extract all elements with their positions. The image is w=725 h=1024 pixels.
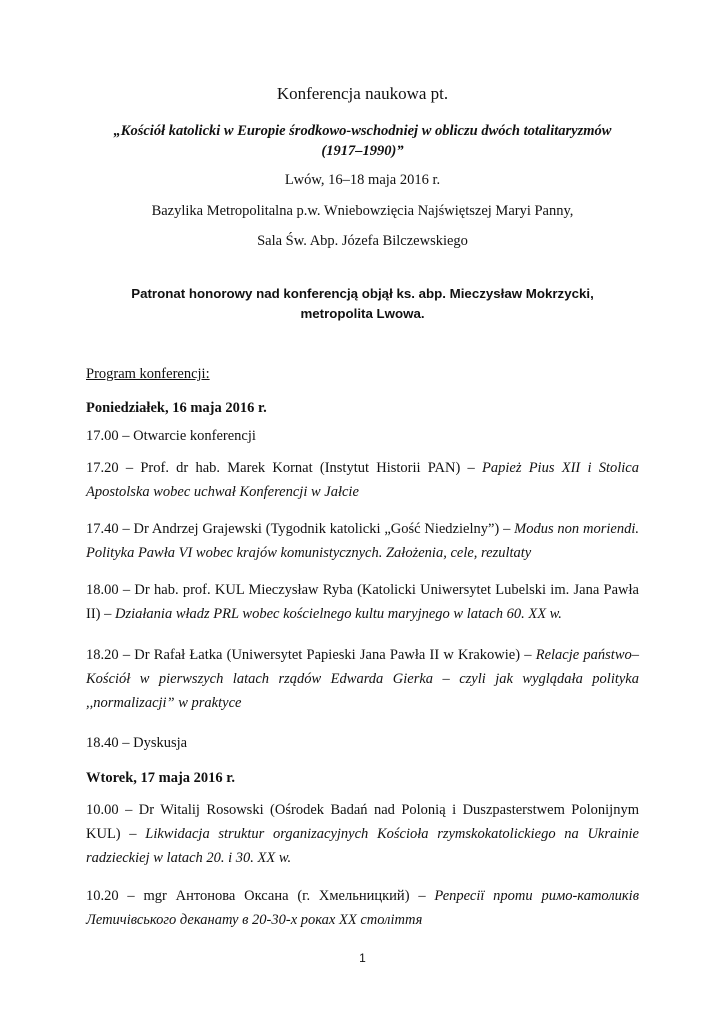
subtitle-line-1: „Kościół katolicki w Europie środkowo-wschodniej w obliczu dwóch totalitaryzmów	[113, 123, 612, 139]
venue-line-1: Bazylika Metropolitalna p.w. Wniebowzięcia Najświętszej Maryi Panny,	[151, 203, 574, 219]
program-item	[86, 798, 639, 870]
program-item	[86, 578, 639, 626]
program-item	[86, 643, 639, 715]
program-item	[86, 731, 639, 755]
program-heading: Program konferencji:	[86, 366, 210, 382]
program-item-text: 10.00 – Dr Witalij Rosowski (Ośrodek Badań nad Polonią i Duszpasterstwem Polonijnym KUL) –	[86, 802, 639, 842]
venue-line-2: Sala Św. Abp. Józefa Bilczewskiego	[257, 233, 468, 249]
subtitle-line-2: (1917–1990)”	[321, 143, 404, 159]
program-item-text: 18.00 – Dr hab. prof. KUL Mieczysław Ryba (Katolicki Uniwersytet Lubelski im. Jana Pawła II) –	[86, 582, 639, 622]
program-item-title: Działania władz PRL wobec kościelnego kultu maryjnego w latach 60. XX w.	[115, 606, 562, 622]
program-item-text: 17.20 – Prof. dr hab. Marek Kornat (Instytut Historii PAN) –	[86, 460, 482, 476]
program-item-title: Likwidacja struktur organizacyjnych Kościoła rzymskokatolickiego na Ukrainie radzieckiej w latach 20. i 30. XX w.	[86, 826, 639, 866]
program-item-title: Papież Pius XII i Stolica Apostolska wobec uchwał Konferencji w Jałcie	[86, 460, 639, 500]
program-item-title: Репресії проти римо-католиків Летичівського деканату в 20-30-х роках ХХ століття	[86, 888, 639, 928]
conference-title: Konferencja naukowa pt.	[276, 84, 449, 103]
patronage-note: Patronat honorowy nad konferencją objął ks. abp. Mieczysław Mokrzycki, metropolita Lwowa.	[131, 286, 594, 321]
program-item	[86, 884, 639, 932]
program-item-text: 17.00 – Otwarcie konferencji	[86, 428, 256, 444]
program-item-text: 17.40 – Dr Andrzej Grajewski (Tygodnik katolicki „Gość Niedzielny”) –	[86, 521, 515, 537]
place-date: Lwów, 16–18 maja 2016 r.	[284, 172, 441, 188]
program-item	[86, 517, 639, 565]
program-item-text: 10.20 – mgr Антонова Оксана (г. Хмельницкий) –	[86, 888, 435, 904]
program-item-title: Relacje państwo–Kościół w pierwszych latach rządów Edwarda Gierka – czyli jak wyglądała polityka ,,normalizacji” w praktyce	[86, 647, 639, 711]
day-heading-tuesday: Wtorek, 17 maja 2016 r.	[86, 770, 236, 786]
program-item-text: 18.40 – Dyskusja	[86, 735, 188, 751]
program-item-text: 18.20 – Dr Rafał Łatka (Uniwersytet Papieski Jana Pawła II w Krakowie) –	[86, 647, 536, 663]
page-number: 1	[359, 951, 366, 965]
day-heading-monday: Poniedziałek, 16 maja 2016 r.	[86, 400, 267, 416]
program-item	[86, 456, 639, 504]
conference-subtitle	[86, 121, 639, 161]
program-item	[86, 424, 639, 448]
program-item-title: Modus non moriendi. Polityka Pawła VI wobec krajów komunistycznych. Założenia, cele, rezultaty	[86, 521, 639, 561]
